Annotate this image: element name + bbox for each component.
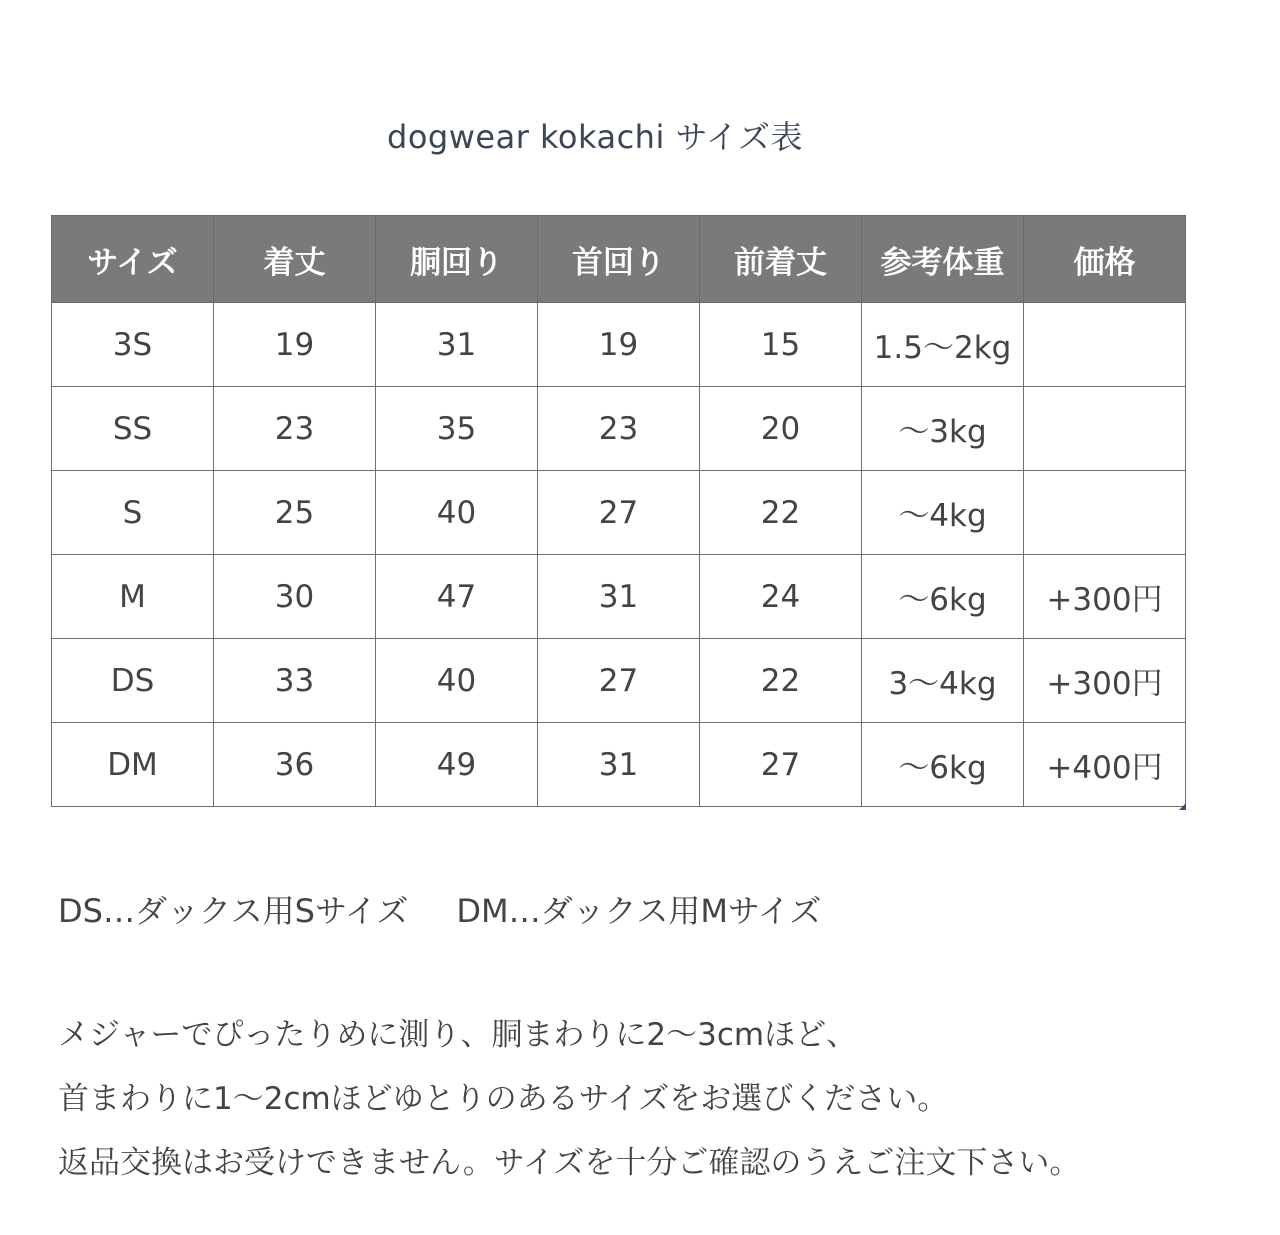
- table-cell: SS: [52, 387, 214, 471]
- table-cell: 27: [538, 639, 700, 723]
- table-cell: 22: [700, 639, 862, 723]
- table-cell: 30: [214, 555, 376, 639]
- header-neck: 首回り: [538, 216, 700, 303]
- size-legend: [58, 886, 821, 932]
- table-cell: +300円: [1024, 639, 1186, 723]
- header-price: 価格: [1024, 216, 1186, 303]
- table-cell: 27: [700, 723, 862, 807]
- table-cell: 25: [214, 471, 376, 555]
- table-cell: 27: [538, 471, 700, 555]
- table-cell: [1024, 303, 1186, 387]
- table-cell: 31: [538, 723, 700, 807]
- table-cell: +400円: [1024, 723, 1186, 807]
- header-size: サイズ: [52, 216, 214, 303]
- table-cell: 40: [376, 639, 538, 723]
- table-cell: 22: [700, 471, 862, 555]
- table-cell: 31: [538, 555, 700, 639]
- table-cell: [1024, 387, 1186, 471]
- table-row: [52, 303, 1186, 387]
- size-table: [51, 215, 1186, 807]
- table-cell: 23: [214, 387, 376, 471]
- resize-handle-icon: [1179, 803, 1186, 810]
- notes: [58, 1010, 1080, 1202]
- table-row: [52, 639, 1186, 723]
- note-line: 返品交換はお受けできません。サイズを十分ご確認のうえご注文下さい。: [58, 1145, 1081, 1181]
- legend-ds: DS…ダックス用Sサイズ: [58, 892, 409, 930]
- table-row: [52, 555, 1186, 639]
- note-line: 首まわりに1～2cmほどゆとりのあるサイズをお選びください。: [58, 1081, 949, 1117]
- header-chest: 胴回り: [376, 216, 538, 303]
- table-cell: 24: [700, 555, 862, 639]
- table-cell: ～6kg: [862, 555, 1024, 639]
- table-header-row: [52, 216, 1186, 303]
- header-length: 着丈: [214, 216, 376, 303]
- table-cell: 19: [214, 303, 376, 387]
- table-cell: 33: [214, 639, 376, 723]
- table-cell: ～4kg: [862, 471, 1024, 555]
- table-cell: +300円: [1024, 555, 1186, 639]
- table-cell: 35: [376, 387, 538, 471]
- table-cell: 20: [700, 387, 862, 471]
- header-weight: 参考体重: [862, 216, 1024, 303]
- table-cell: DM: [52, 723, 214, 807]
- header-front-length: 前着丈: [700, 216, 862, 303]
- table-cell: S: [52, 471, 214, 555]
- table-cell: 15: [700, 303, 862, 387]
- table-cell: ～6kg: [862, 723, 1024, 807]
- page-title: dogwear kokachi サイズ表: [387, 118, 803, 156]
- note-line: メジャーでぴったりめに測り、胴まわりに2～3cmほど、: [58, 1017, 858, 1053]
- table-cell: M: [52, 555, 214, 639]
- table-cell: DS: [52, 639, 214, 723]
- table-row: [52, 471, 1186, 555]
- table-cell: 19: [538, 303, 700, 387]
- table-cell: 23: [538, 387, 700, 471]
- table-cell: 3S: [52, 303, 214, 387]
- legend-dm: DM…ダックス用Mサイズ: [456, 892, 822, 930]
- table-row: [52, 387, 1186, 471]
- table-cell: [1024, 471, 1186, 555]
- table-cell: 3～4kg: [862, 639, 1024, 723]
- table-cell: 40: [376, 471, 538, 555]
- table-cell: 47: [376, 555, 538, 639]
- table-cell: 1.5～2kg: [862, 303, 1024, 387]
- table-cell: 31: [376, 303, 538, 387]
- table-cell: 36: [214, 723, 376, 807]
- table-cell: 49: [376, 723, 538, 807]
- table-cell: ～3kg: [862, 387, 1024, 471]
- table-row: [52, 723, 1186, 807]
